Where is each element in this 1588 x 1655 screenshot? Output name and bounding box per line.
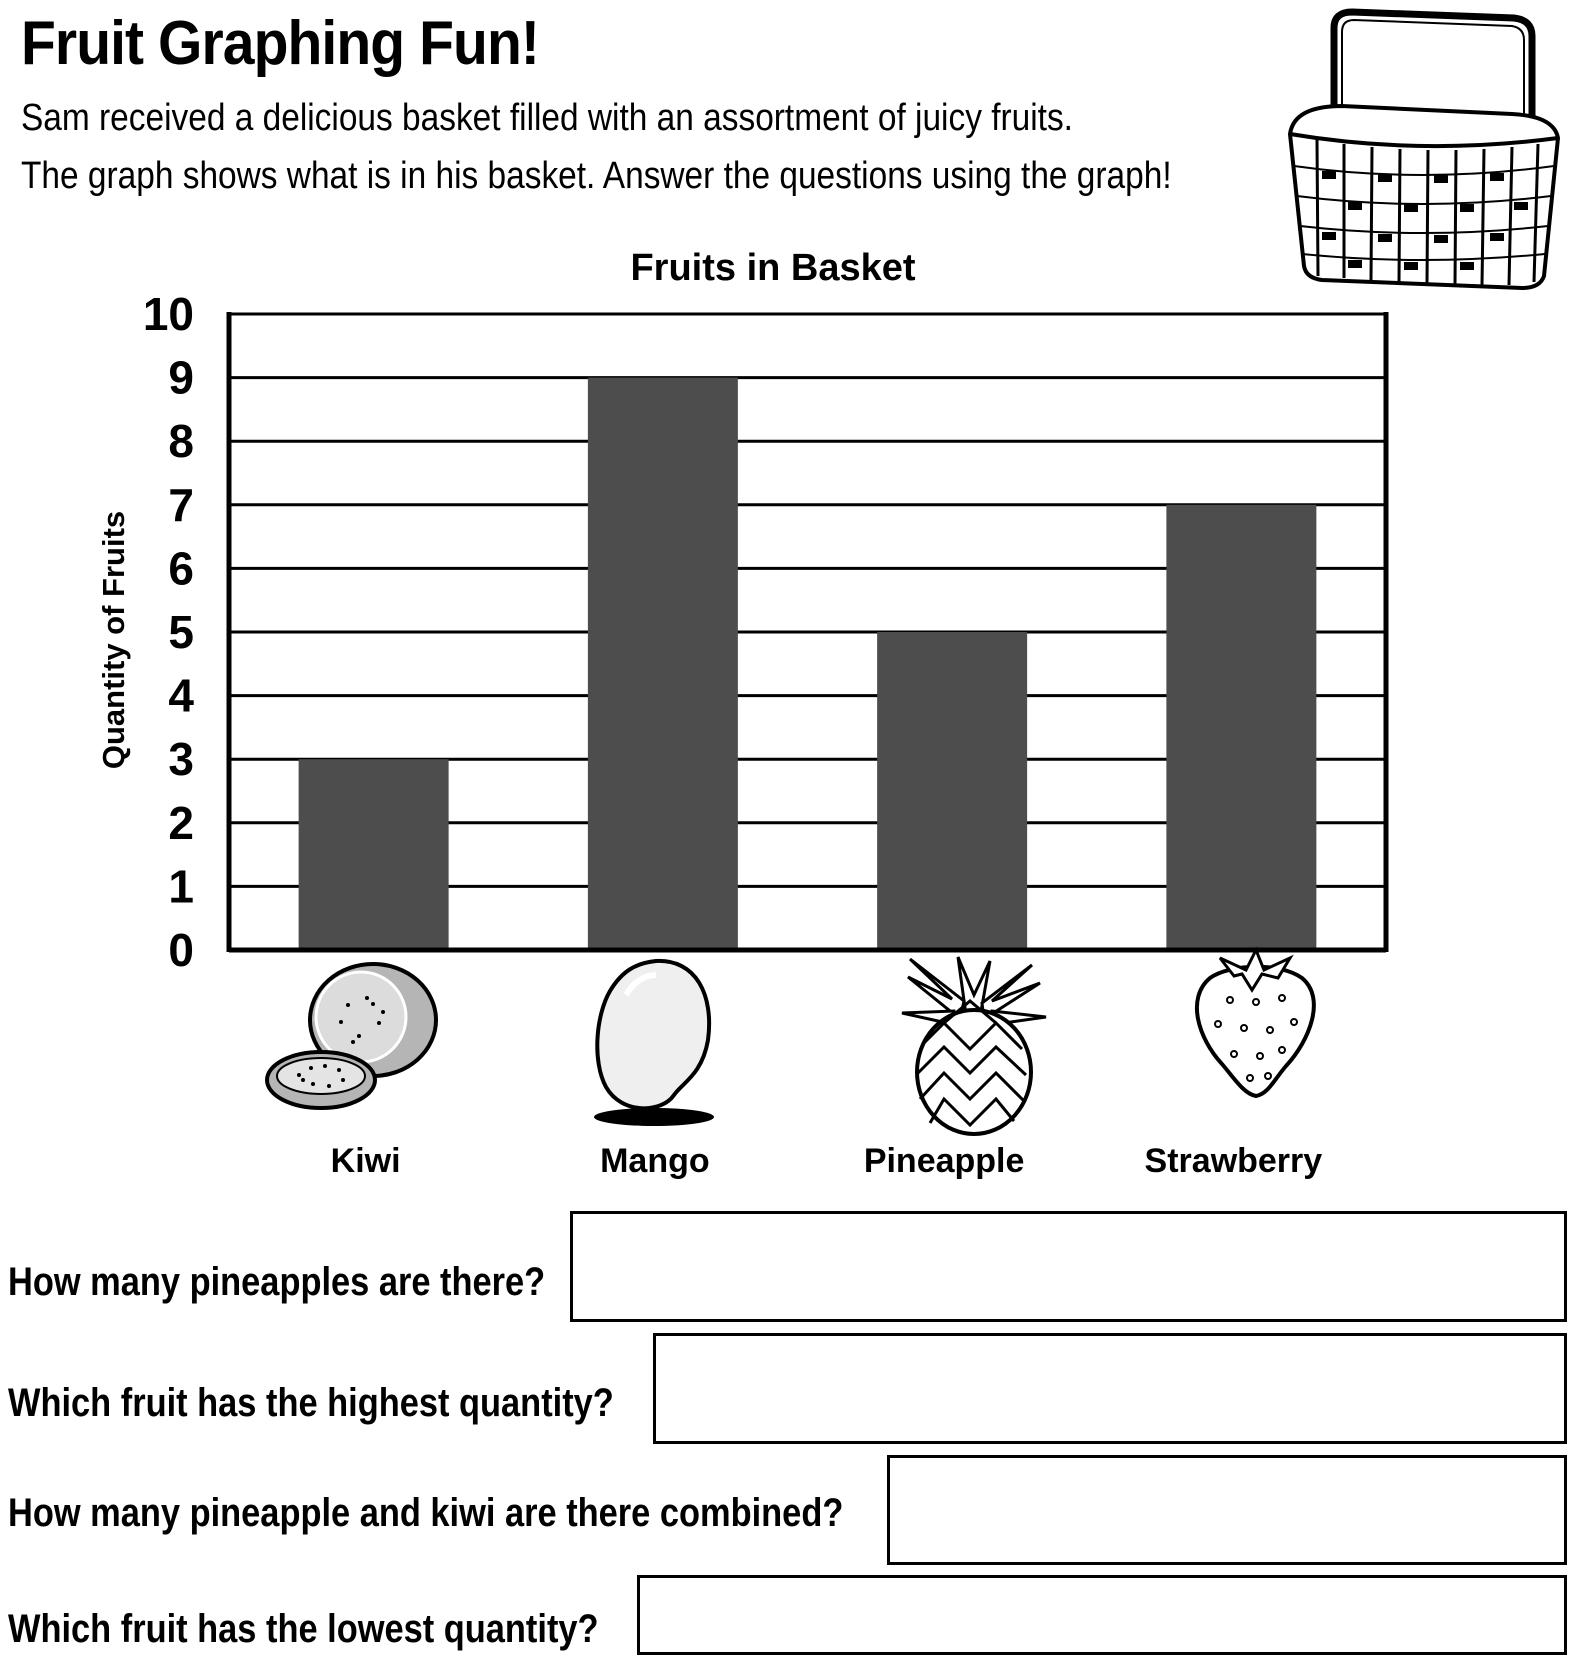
y-tick-label: 9 bbox=[168, 351, 194, 404]
y-tick-label: 10 bbox=[142, 288, 194, 340]
mango-icon bbox=[594, 961, 714, 1126]
bar-pineapple bbox=[877, 632, 1027, 950]
bar-kiwi bbox=[299, 759, 449, 950]
worksheet-title: Fruit Graphing Fun! bbox=[21, 9, 539, 78]
y-tick-label: 7 bbox=[168, 478, 194, 531]
x-tick-label: Strawberry bbox=[1144, 1142, 1323, 1180]
answer-box-3[interactable] bbox=[887, 1455, 1567, 1565]
answer-box-4[interactable] bbox=[637, 1575, 1567, 1655]
y-tick-label: 8 bbox=[168, 415, 194, 468]
y-tick-label: 5 bbox=[168, 606, 194, 658]
question-3: How many pineapple and kiwi are there combined? bbox=[8, 1491, 844, 1535]
question-1: How many pineapples are there? bbox=[8, 1260, 546, 1304]
intro-line-2: The graph shows what is in his basket. Answer the questions using the graph! bbox=[21, 155, 1172, 197]
chart-title: Fruits in Basket bbox=[630, 247, 916, 289]
answer-box-2[interactable] bbox=[653, 1333, 1567, 1444]
y-tick-label: 3 bbox=[168, 733, 194, 786]
y-tick-label: 0 bbox=[168, 924, 194, 976]
y-tick-label: 1 bbox=[168, 860, 194, 913]
answer-box-1[interactable] bbox=[570, 1211, 1567, 1322]
question-2: Which fruit has the highest quantity? bbox=[8, 1381, 614, 1425]
x-tick-label: Kiwi bbox=[330, 1142, 401, 1180]
y-tick-label: 2 bbox=[168, 796, 194, 849]
y-tick-label: 4 bbox=[168, 669, 194, 722]
y-axis-label: Quantity of Fruits bbox=[96, 510, 131, 770]
bar-strawberry bbox=[1166, 505, 1316, 950]
x-tick-label: Mango bbox=[600, 1142, 710, 1180]
y-tick-label: 6 bbox=[168, 542, 194, 595]
x-tick-label: Pineapple bbox=[863, 1142, 1025, 1180]
pineapple-icon bbox=[902, 957, 1046, 1134]
strawberry-icon bbox=[1197, 950, 1314, 1096]
kiwi-icon bbox=[267, 964, 436, 1108]
question-4: Which fruit has the lowest quantity? bbox=[8, 1607, 599, 1651]
bar-mango bbox=[588, 378, 738, 950]
intro-line-1: Sam received a delicious basket filled with an assortment of juicy fruits. bbox=[21, 97, 1073, 139]
